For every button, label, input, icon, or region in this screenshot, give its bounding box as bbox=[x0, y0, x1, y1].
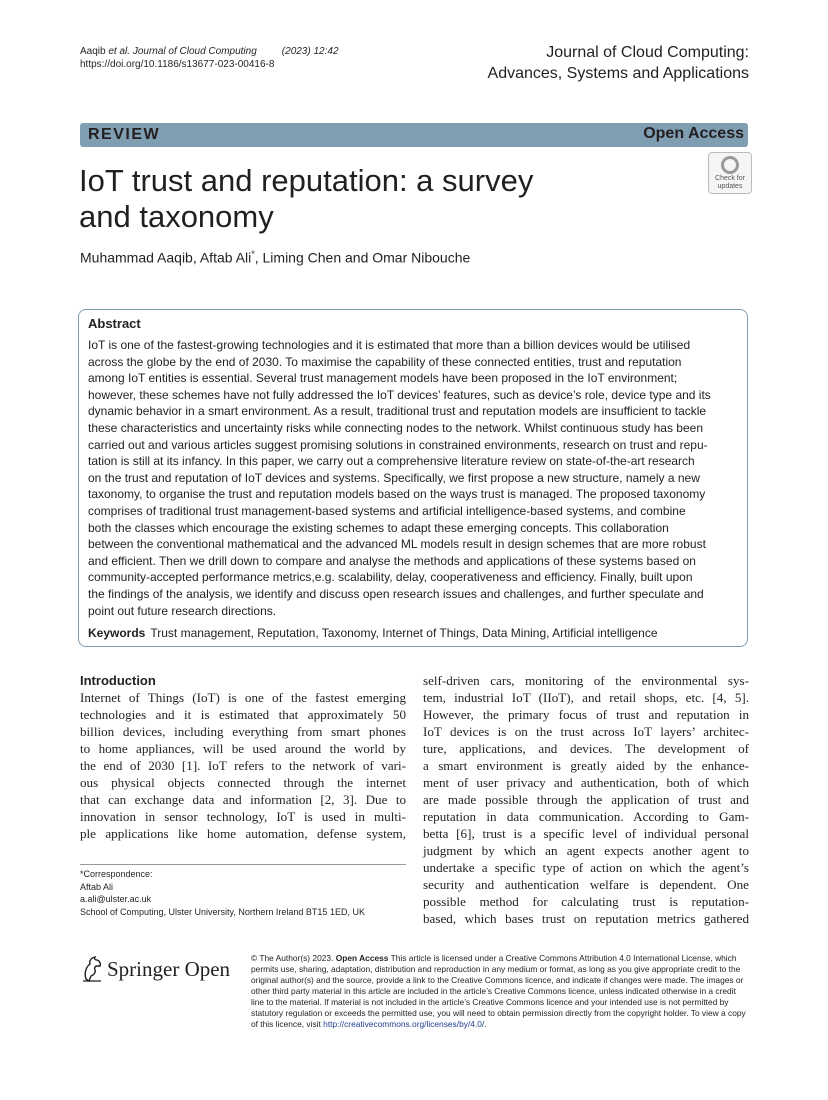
body-line: to home appliances, will be used around the world by bbox=[80, 741, 406, 756]
body-line: are made possible through the application of trust and bbox=[423, 792, 749, 807]
body-line: However, the primary focus of trust and reputation in bbox=[423, 707, 749, 722]
abstract-line: between the conventional mathematical and the advanced ML models result in design schemes that are more robust bbox=[88, 537, 706, 552]
abstract-line: however, these schemes have not fully addressed the IoT devices’ features, such as device’s role, device type and its bbox=[88, 387, 711, 402]
body-line: IoT devices is on the trust across IoT layers’ architec- bbox=[423, 724, 749, 739]
doi-link[interactable]: https://doi.org/10.1186/s13677-023-00416-8 bbox=[80, 59, 275, 70]
body-line: ple applications like home automation, defense system, bbox=[80, 826, 406, 841]
author-list: Muhammad Aaqib, Aftab Ali*, Liming Chen and Omar Nibouche bbox=[80, 249, 471, 266]
keywords bbox=[88, 626, 740, 640]
abstract-line: tation is still at its infancy. In this paper, we carry out a comprehensive literature review on state-of-the-art research bbox=[88, 454, 695, 469]
abstract-line: IoT is one of the fastest-growing technologies and it is estimated that more than a billion devices would be utilised bbox=[88, 338, 691, 352]
body-line: self-driven cars, monitoring of the environmental sys- bbox=[423, 673, 749, 688]
body-line: security and authentication welfare is dependent. One bbox=[423, 877, 749, 892]
keywords-list: Trust management, Reputation, Taxonomy, Internet of Things, Data Mining, Artificial intelligence bbox=[150, 626, 658, 640]
body-line: the end of 2030 [1]. IoT refers to the network of vari- bbox=[80, 758, 406, 773]
license-text: © The Author(s) 2023. Open Access This article is licensed under a Creative Commons Attribution 4.0 International License, which permits use, sharing, adaptation, distribution and reproduction in any medium or format, as long as you give appropriate credit to the original author(s) and the source, provide a link to the Creative Commons licence, and indicate if changes were made. The images or other third party material in this article are included in the article’s Creative Commons licence, unless indicated otherwise in a credit line to the material. If material is not included in the article’s Creative Commons licence and your intended use is not permitted by statutory regulation or exceeds the permitted use, you will need to obtain permission directly from the copyright holder. To view a copy of this licence, visit http://creativecommons.org/licenses/by/4.0/. bbox=[251, 953, 746, 1029]
abstract-heading: Abstract bbox=[88, 316, 141, 331]
abstract-line: taxonomy, to organise the trust and reputation models based on the ways trust is managed. The proposed taxonomy bbox=[88, 487, 706, 502]
article-type-band bbox=[80, 123, 748, 147]
body-line: possible method for calculating trust is reputation- bbox=[423, 894, 749, 909]
introduction-heading: Introduction bbox=[80, 673, 156, 688]
check-for-updates-icon bbox=[721, 156, 739, 174]
citation-year: (2023) 12:42 bbox=[281, 46, 339, 57]
corresponding-mark: * bbox=[251, 249, 255, 259]
abstract-line: carried out and various articles suggest promising solutions in constrained environments, research on trust and repu- bbox=[88, 437, 708, 452]
abstract-line: comprises of traditional trust management-based systems and artificial intelligence-based systems, and combine bbox=[88, 503, 686, 518]
abstract-text bbox=[88, 337, 740, 619]
body-line: that can exchange data and information [2, 3]. Due to bbox=[80, 792, 406, 807]
body-line: undertake a specific type of action on which the agent’s bbox=[423, 860, 749, 875]
citation-author: Aaqib bbox=[80, 46, 106, 57]
body-line: ous physical objects connected through the internet bbox=[80, 775, 406, 790]
body-line: ment of user privacy and authentication, both of which bbox=[423, 775, 749, 790]
abstract-line: point out future research directions. bbox=[88, 603, 277, 618]
open-access-label: Open Access bbox=[643, 125, 744, 142]
citation-journal: et al. Journal of Cloud Computing bbox=[108, 46, 257, 57]
abstract-line: across the globe by the end of 2030. To maximise the capability of these connected entities, trust and reputation bbox=[88, 354, 682, 369]
article-title: IoT trust and reputation: a survey and taxonomy bbox=[79, 163, 534, 234]
email-link[interactable]: a.ali@ulster.ac.uk bbox=[80, 894, 152, 904]
body-line: tem, industrial IoT (IIoT), and retail shops, etc. [4, 5]. bbox=[423, 690, 749, 705]
check-for-updates-button[interactable]: Check for updates bbox=[708, 152, 752, 194]
body-column-right bbox=[423, 672, 749, 927]
body-line: ture, applications, and devices. The development of bbox=[423, 741, 749, 756]
body-line: technologies and it is estimated that approximately 50 bbox=[80, 707, 406, 722]
abstract-line: both the classes which encourage the existing schemes to adapt these emerging concepts. This collaboration bbox=[88, 520, 669, 535]
body-line: judgment by which an agent expects another agent to bbox=[423, 843, 749, 858]
license-link[interactable]: http://creativecommons.org/licenses/by/4.0/ bbox=[323, 1019, 485, 1029]
abstract-line: these characteristics and uncertainty risks while connecting nodes to the network. Whilst continuous study has been bbox=[88, 420, 703, 435]
abstract-line: community-accepted performance metrics,e.g. scalability, delay, cooperativeness and efficiency. Finally, built upon bbox=[88, 570, 693, 585]
publisher-logo: Springer Open bbox=[80, 955, 104, 988]
abstract-line: among IoT entities is essential. Several trust management models have been proposed in the IoT environment; bbox=[88, 371, 678, 386]
abstract-line: on the trust and reputation of IoT devices and systems. Specifically, we first propose a new structure, namely a new bbox=[88, 470, 700, 485]
body-line: innovation in sensor technology, IoT is used in multi- bbox=[80, 809, 406, 824]
abstract-line: and efficient. Then we drill down to compare and analyse the methods and applications of these systems based on bbox=[88, 553, 696, 568]
body-line: reputation in data communication. According to Gam- bbox=[423, 809, 749, 824]
article-type: REVIEW bbox=[88, 126, 161, 143]
body-line: betta [6], trust is a specific level of individual personal bbox=[423, 826, 749, 841]
body-line: Internet of Things (IoT) is one of the fastest emerging bbox=[80, 690, 406, 705]
body-line: billion devices, including everything from smart phones bbox=[80, 724, 406, 739]
abstract-line: the findings of the analysis, we identify and discuss open research issues and challenges, and further speculate and bbox=[88, 586, 704, 601]
journal-name: Journal of Cloud Computing: Advances, Systems and Applications bbox=[487, 44, 749, 82]
running-header bbox=[80, 45, 339, 71]
abstract-line: dynamic behavior in a smart environment. As a result, traditional trust and reputation models are insufficient to tackle bbox=[88, 404, 707, 419]
keywords-label: Keywords bbox=[88, 626, 146, 640]
correspondence: *Correspondence: Aftab Ali a.ali@ulster.ac.uk School of Computing, Ulster University, Northern Ireland BT15 1ED, UK bbox=[80, 869, 365, 917]
body-line: based, which bases trust on reputation metrics gathered bbox=[423, 911, 749, 926]
springer-horse-icon bbox=[80, 955, 104, 983]
body-column-left bbox=[80, 689, 406, 842]
body-line: a smart environment is greatly aided by the enhance- bbox=[423, 758, 749, 773]
footnote-divider bbox=[80, 864, 406, 865]
